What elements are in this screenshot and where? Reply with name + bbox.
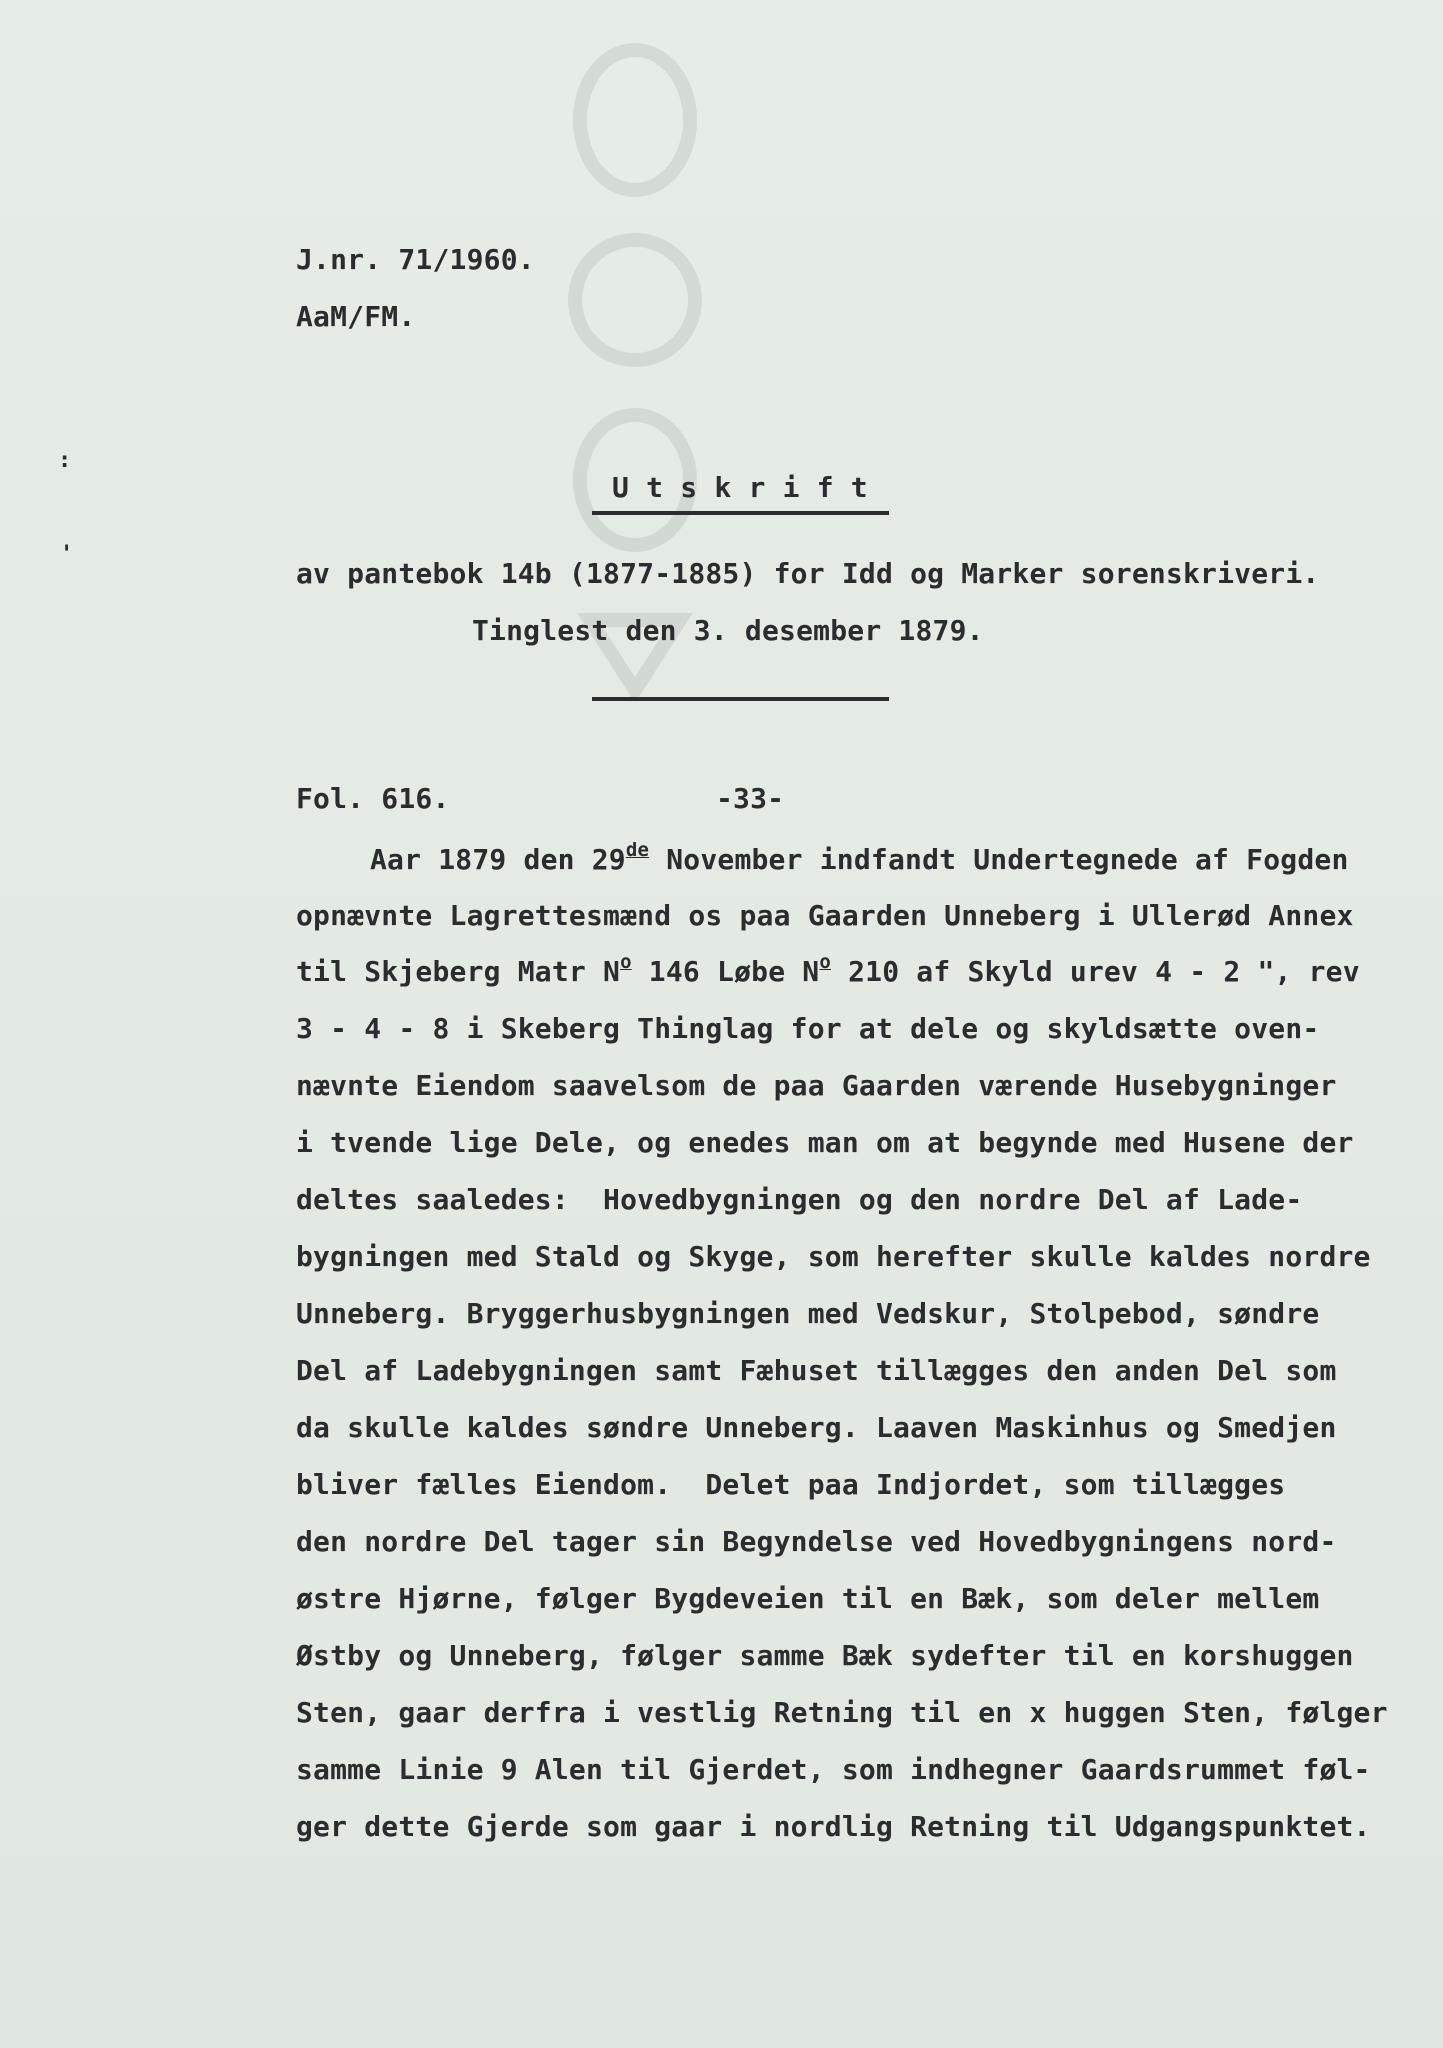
body-line-7: deltes saaledes: Hovedbygningen og den nordre Del af Lade- [296, 1183, 1303, 1216]
body-line-9: Unneberg. Bryggerhusbygningen med Vedskur, Stolpebod, søndre [296, 1297, 1320, 1330]
body-line-1: Aar 1879 den 29de November indfandt Undertegnede af Fogden [370, 839, 1349, 876]
margin-mark: : [58, 448, 72, 473]
initials: AaM/FM. [296, 300, 416, 333]
body-line-4: 3 - 4 - 8 i Skeberg Thinglag for at dele og skyldsætte oven- [296, 1012, 1320, 1045]
body-line-11: da skulle kaldes søndre Unneberg. Laaven Maskinhus og Smedjen [296, 1411, 1337, 1444]
body-line-14: østre Hjørne, følger Bygdeveien til en Bæk, som deler mellem [296, 1582, 1320, 1615]
body-line-5: nævnte Eiendom saavelsom de paa Gaarden værende Husebygninger [296, 1069, 1337, 1102]
title-underline [592, 511, 889, 515]
body-line-17: samme Linie 9 Alen til Gjerdet, som indhegner Gaardsrummet føl- [296, 1753, 1371, 1786]
source-line: av pantebok 14b (1877-1885) for Idd og Marker sorenskriveri. [296, 557, 1320, 590]
body-line-6: i tvende lige Dele, og enedes man om at begynde med Husene der [296, 1126, 1354, 1159]
body-line-13: den nordre Del tager sin Begyndelse ved Hovedbygningens nord- [296, 1525, 1337, 1558]
body-line-15: Østby og Unneberg, følger samme Bæk sydefter til en korshuggen [296, 1639, 1354, 1672]
body-line-12: bliver fælles Eiendom. Delet paa Indjordet, som tillægges [296, 1468, 1286, 1501]
margin-mark: ' [60, 542, 74, 567]
folio-label: Fol. 616. [296, 782, 450, 815]
body-line-10: Del af Ladebygningen samt Fæhuset tillægges den anden Del som [296, 1354, 1337, 1387]
registered-line: Tinglest den 3. desember 1879. [472, 614, 984, 647]
document-title: U t s k r i f t [612, 471, 868, 504]
section-divider [592, 697, 889, 701]
body-line-16: Sten, gaar derfra i vestlig Retning til en x huggen Sten, følger [296, 1696, 1388, 1729]
body-line-8: bygningen med Stald og Skyge, som herefter skulle kaldes nordre [296, 1240, 1371, 1273]
body-line-3: til Skjeberg Matr $N^o$ 146 Løbe $N^o$ 210 af Skyld urev 4 - 2 ", rev [296, 951, 1360, 988]
body-line-2: opnævnte Lagrettesmænd os paa Gaarden Unneberg i Ullerød Annex [296, 899, 1354, 932]
watermark-stamp [470, 0, 800, 700]
page-number: -33- [716, 782, 785, 815]
journal-number: J.nr. 71/1960. [296, 243, 535, 276]
body-line-18: ger dette Gjerde som gaar i nordlig Retning til Udgangspunktet. [296, 1810, 1371, 1843]
